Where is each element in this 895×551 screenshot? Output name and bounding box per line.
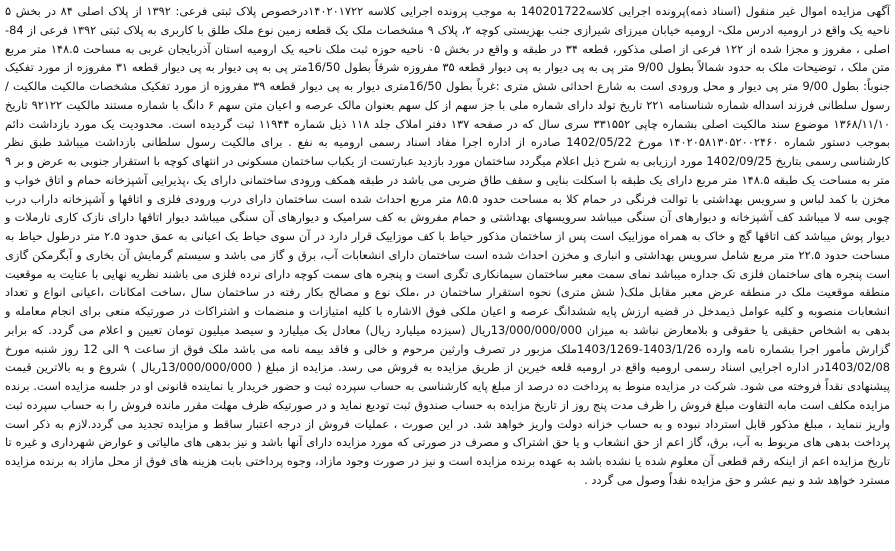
notice-body: آگهی مزایده اموال غیر منقول (اسناد ذمه)پرونده اجرایی کلاسه140201722 به موجب پرونده اجرایی کلاسه ۱۴۰۲۰۱۷۲۲درخصوص پلاک ثبتی فرعی: ۱۳۹۲ از پلاک اصلی ۸۴ در بخش ۵ ناحیه یک واقع در ارومیه ادرس ملک- ارومیه خیابان میرزای شیرازی جنب بهزیستی کوچه ۲، پلاک ۹ مشخصات ملک یک قطعه زمین نوع ملک طلق با کاربری به پلاک ثبتی ۱۳۹۲ فرعی از 84- اصلی ، مفروز و مجزا شده از ۱۲۲ فرعی از اصلی مذکور، قطعه ۳۴ در طبقه و واقع در بخش ۰۵ ناحیه حوزه ثبت ملک ناحیه یک ارومیه استان آذربایجان غربی به مساحت ۱۴۸.۵ متر مربع متن ملک ، توضیحات ملک به حدود شمالاً بطول 9/00 متر پی به پی دیوار به پی دیوار قطعه ۳۵ مفروزه شرقاً بطول 16/50متر پی به پی دیوار به پی دیوار قطعه ۳۱ مفروزه از مورد تفکیک جنوباً: بطول 9/00 متر پی دیوار و محل ورودی است به شارع احداثی شش متری :غرباً بطول 16/50متری دیوار به پی دیوار قطعه ۳۹ مفروزه از مورد تفکیک مشخصات مالکیت مالکیت / رسول سلطانی فرزند اسداله شماره شناسنامه ۲۲۱ تاریخ تولد دارای شماره ملی با جز سهم از کل سهم بعنوان مالک عرصه و اعیان متن سهم ۶ دانگ با شماره مستند مالکیت ۹۲۱۲۲ تاریخ ۱۳۶۸/۱۱/۱۰ موضوع سند مالکیت اصلی بشماره چاپی ۳۳۱۵۵۲ سری سال که در صفحه ۱۳۷ دفتر املاک جلد ۱۱۸ ذیل شماره ۱۱۹۴۴ ثبت گردیده است. محدودیت یک مورد بازداشت دائم بموجب دستور شماره ۱۴۰۲۰۵۸۱۳۰۵۲۰۰۲۴۶۰ مورخ 1402/05/22 صادره از اداره اجرا مفاد اسناد رسمی ارومیه به نفع . برای مالکیت رسول سلطانی بازداشت میباشد طبق نظر کارشناسی رسمی بتاریخ 1402/09/25 مورد ارزیابی به شرح ذیل اعلام میگردد ساختمان مورد بازدید عبارتست از یکباب ساختمان مسکونی در انتهای کوچه با استقرار جنوبی به عرض و بر ۹ متر به مساحت یک طبقه ۱۴۸.۵ متر مربع دارای یک طبقه با اسکلت بنایی و سقف طاق ضربی می باشد در طبقه همکف ورودی ساختمانی دارای یک ،پذیرایی آشپزخانه حمام و اتاق خواب و مخزن با کمد لباس و سرویس بهداشتی با توالت فرنگی در حمام کلا به مساحت حدود ۸۵.۵ متر مربع احداث شده است ساختمان دارای درب ورودی فلزی و اتاقها و آشپزخانه داراب درب چوبی سه لا میباشد کف آشپزخانه و دیوارهای آن سنگی میباشد سرویسهای بهداشتی و حمام مفروش به کف سرامیک و دیوارهای آن سنگی میباشد دیوار اتاقها دارای نازک کاری تارملات و دیوار پوش میباشد کف اتاقها گچ و خاک به همراه موزاییک است پس از ساختمان مذکور حیاط با کف موزاییک قرار دارد در آن سوی حیاط یک اعیانی به عمق حدود ۲.۵ متر درطول حیاط به مساحت حدود ۲۲.۵ متر مربع شامل سرویس بهداشتی و انباری و مخزن احداث شده است ساختمان دارای انشعابات آب، برق و گاز می باشد و سیستم گرمایش آن بخاری و آبگرمکن گازی است پنجره های ساختمان فلزی تک جداره میباشد نمای سمت معبر ساختمان سیمانکاری تگری است و پنجره های سمت کوچه دارای نرده فلزی می باشند نظریه نهایی با عنایت به موقعیت منطقه موقعیت ملک در منطقه عرض معبر مقابل ملک( شش متری) نحوه استقرار ساختمان در ،ملک نوع و مصالح بکار رفته در ساختمان سال ،ساخت امکانات ،اعیانی انواع و تعداد انشعابات منصوبه و کلیه عوامل ذیمدخل در قضیه ارزش پایه ششدانگ عرصه و اعیان ملکی فوق الاشاره با کلیه امتیازات و منضمات و اشتراکات در صورتیکه منعی برای انجام معامله و بدهی به اشخاص حقیقی یا حقوقی و بلامعارض نباشد به میزان 13/000/000/000ریال (سیزده میلیارد ریال) معادل یک میلیارد و سیصد میلیون تومان تعیین و اعلام می گردد. که برابر گزارش مأمور اجرا بشماره نامه وارده 1403/1/26-1403/1269ملک مزبور در تصرف وارثین مرحوم و خالی و فاقد بیمه نامه می باشد ملک فوق از ساعت ۹ الی 12 روز شنبه مورخ 1403/02/08در اداره اجرایی اسناد رسمی ارومیه واقع در ارومیه قلعه خیرین از طریق مزایده به فروش می رسد. مزایده از مبلغ ( 13/000/000/000ریال ) شروع و به بالاترین قیمت پیشنهادی نقداً فروخته می شود. شرکت در مزایده منوط به پرداخت ده درصد از مبلغ پایه کارشناسی به حساب سپرده ثبت و حضور خریدار یا نماینده قانونی او در جلسه مزایده است. برنده مزایده مکلف است مابه التفاوت مبلغ فروش را ظرف مدت پنج روز از تاریخ مزایده به حساب صندوق ثبت تودیع نماید و در صورتیکه ظرف مهلت مقرر مانده فروش را به حساب سپرده ثبت واریز ننماید ، مبلغ مذکور قابل استرداد نبوده و به حساب خزانه دولت واریز خواهد شد. در این صورت ، عملیات فروش از درجه اعتبار ساقط و مزایده تجدید می گردد.لازم به ذکر است پرداخت بدهی های مربوط به آب، برق، گاز اعم از حق انشعاب و یا حق اشتراک و مصرف در صورتی که مورد مزایده دارای آنها باشد و نیز بدهی های مالیاتی و عوارض شهرداری و غیره تا تاریخ مزایده اعم از اینکه رقم قطعی آن معلوم شده یا نشده باشد به عهده برنده مزایده است و نیز در صورت وجود مازاد، وجوه پرداختی بابت هزینه های فوق از محل مازاد به برنده مزایده مسترد خواهد شد و نیم عشر و حق مزایده نقداً وصول می گردد . <box>5 4 890 487</box>
